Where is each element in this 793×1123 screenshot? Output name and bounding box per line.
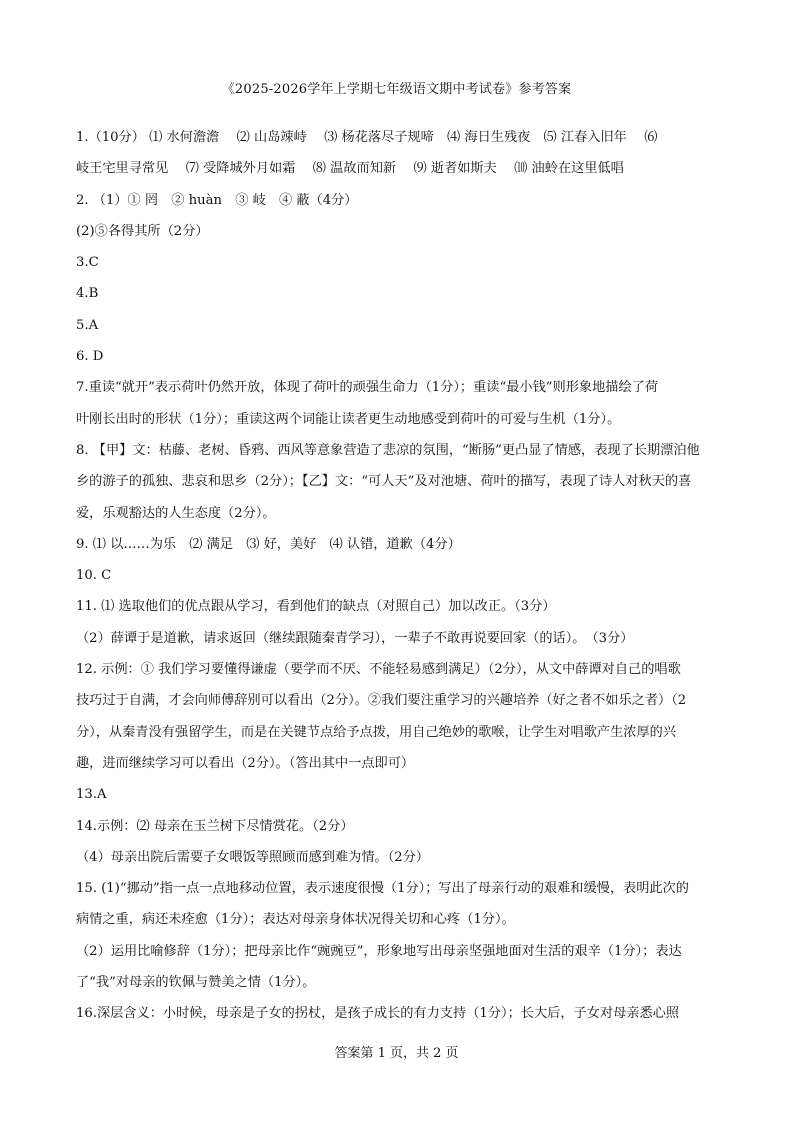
answer-line: 15. (1)“挪动”指一点一点地移动位置，表示速度很慢（1分）；写出了母亲行动的艰难和缓慢，表明此次的 (76, 881, 689, 897)
answer-line: 岐王宅里寻常见 ⑺ 受降城外月如霜 ⑻ 温故而知新 ⑼ 逝者如斯夫 ⑽ 油蛉在这里低唱 (76, 161, 624, 177)
answer-line: 病情之重，病还未痊愈（1分）；表达对母亲身体状况得关切和心疼（1分）。 (76, 912, 515, 928)
answer-line: 8. 【甲】文：枯藤、老树、昏鸦、西风等意象营造了悲凉的氛围，“断肠”更凸显了情感，表现了长期漂泊他 (76, 442, 700, 458)
answer-line: 爱，乐观豁达的人生态度（2分）。 (76, 505, 276, 521)
page-title: 《2025-2026学年上学期七年级语文期中考试卷》参考答案 (221, 82, 572, 97)
answer-line: 13.A (76, 787, 107, 803)
answer-line: (2)⑤各得其所（2分） (76, 223, 209, 239)
answer-line: 6. D (76, 349, 104, 365)
answer-line: 16.深层含义：小时候，母亲是子女的拐杖，是孩子成长的有力支持（1分）；长大后，子女对母亲悉心照 (76, 1006, 680, 1022)
answer-line: 1.（10分） ⑴ 水何澹澹 ⑵ 山岛竦峙 ⑶ 杨花落尽子规啼 ⑷ 海日生残夜 ⑸ 江春入旧年 ⑹ (76, 130, 658, 145)
answer-content (76, 122, 724, 1030)
answer-line: 5.A (76, 317, 99, 333)
answer-line: 趣，进而继续学习可以看出（2分）。（答出其中一点即可） (76, 755, 415, 771)
answer-line: 7.重读“就开”表示荷叶仍然开放，体现了荷叶的顽强生命力（1分）；重读“最小钱”则形象地描绘了荷 (76, 380, 659, 396)
answer-line: （2）运用比喻修辞（1分）；把母亲比作“豌豌豆”，形象地写出母亲坚强地面对生活的艰辛（1分）；表达 (76, 943, 682, 959)
answer-line: 技巧过于自满，才会向师傅辞别可以看出（2分）。②我们要注重学习的兴趣培养（好之者不如乐之者）（2 (76, 693, 687, 709)
answer-line: （4）母亲出院后需要子女喂饭等照顾而感到难为情。（2分） (76, 849, 430, 865)
answer-line: 乡的游子的孤独、悲哀和思乡（2分）；【乙】文：“可人天”及对池塘、荷叶的描写，表现了诗人对秋天的喜 (76, 474, 692, 490)
answer-line: 分），从秦青没有强留学生，而是在关键节点给予点拨，用自己绝妙的歌喉，让学生对唱歌产生浓厚的兴 (76, 724, 677, 740)
answer-line: 3.C (76, 255, 99, 271)
answer-line: 叶刚长出时的形状（1分）；重读这两个词能让读者更生动地感受到荷叶的可爱与生机（1分）。 (76, 411, 621, 427)
answer-line: 14.示例：⑵ 母亲在玉兰树下尽情赏花。（2分） (76, 818, 354, 834)
answer-line: （2）薛谭于是道歉，请求返回（继续跟随秦青学习），一辈子不敢再说要回家（的话）。 （3分） (76, 630, 634, 646)
page-footer: 答案第 1 页，共 2 页 (334, 1046, 459, 1061)
answer-line: 了“我”对母亲的钦佩与赞美之情（1分）。 (76, 975, 316, 991)
answer-line: 11. ⑴ 选取他们的优点跟从学习，看到他们的缺点（对照自己）加以改正。（3分） (76, 599, 556, 615)
answer-line: 10. C (76, 568, 112, 584)
answer-line: 12. 示例：① 我们学习要懂得谦虚（要学而不厌、不能轻易感到满足）（2分），从文中薛谭对自己的唱歌 (76, 662, 681, 678)
answer-line: 9. ⑴ 以……为乐 ⑵ 满足 ⑶ 好，美好 ⑷ 认错，道歉（4分） (76, 536, 461, 552)
answer-line: 4.B (76, 286, 99, 302)
answer-line: 2. （1）① 罔 ② huàn ③ 岐 ④ 蔽（4分） (76, 192, 358, 208)
